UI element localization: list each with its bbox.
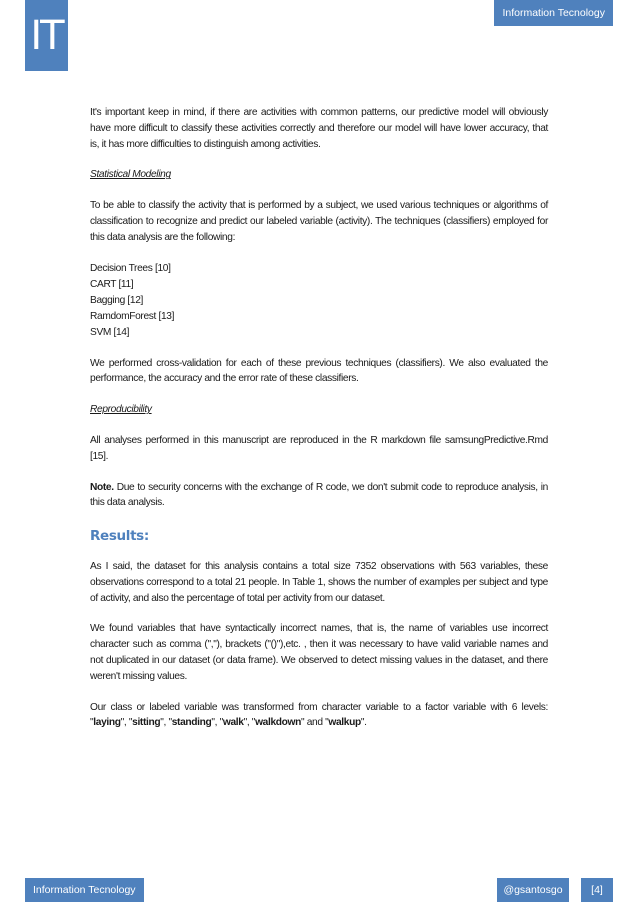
paragraph: As I said, the dataset for this analysis contains a total size 7352 observations with 563 variables, these observations correspond to a total 21 people. In Table 1, shows the number of examples per subject and type of activity, and also the percentage of total per activity from our dataset. [90,560,548,604]
level-name: standing [171,717,212,729]
paragraph: To be able to classify the activity that is performed by a subject, we used various techniques or algorithms of classification to recognize and predict our labeled variable (activity). The techniques (classifiers) employed for this data analysis are the following: [90,200,548,243]
footer-handle: @gsantosgo [497,878,569,902]
list-item: SVM [14] [90,326,130,338]
note-paragraph [90,480,548,512]
logo: IT [25,0,68,71]
list-item: Decision Trees [10] [90,262,171,274]
section-heading: Statistical Modeling [90,169,171,181]
section-heading: Reproducibility [90,404,152,416]
paragraph: It's important keep in mind, if there are activities with common patterns, our predictive model will obviously have more difficult to classify these activities correctly and therefore our model will have lower accuracy, that is, it has more difficulties to distinguish among activities. [90,107,548,150]
note-label: Note. [90,481,114,493]
techniques-list [90,261,548,341]
level-name: walkup [328,717,361,729]
level-name: sitting [132,717,161,729]
footer-label: Information Tecnology [25,878,144,902]
page-number: [4] [581,878,613,902]
paragraph: All analyses performed in this manuscript are reproduced in the R markdown file samsungPredictive.Rmd [15]. [90,434,548,462]
list-item: Bagging [12] [90,294,144,306]
results-heading: Results: [90,528,149,545]
levels-intro: Our class or labeled variable was transformed from character variable to a factor variable with 6 levels: " [90,701,548,729]
level-name: walk [222,717,244,729]
level-name: laying [93,717,121,729]
paragraph: We performed cross-validation for each of these previous techniques (classifiers). We also evaluated the performance, the accuracy and the error rate of these classifiers. [90,357,548,385]
document-body [90,105,548,746]
list-item: RamdomForest [13] [90,310,175,322]
note-text: Due to security concerns with the exchange of R code, we don't submit code to reproduce analysis, in this data analysis. [90,481,548,509]
header-tag: Information Tecnology [494,0,613,26]
paragraph: Our class or labeled variable was transformed from character variable to a factor variable with 6 levels: "laying", "sitting", "standing", "walk", "walkdown" and "walkup". [90,701,548,729]
paragraph: We found variables that have syntactically incorrect names, that is, the name of variables use incorrect character such as comma (","), brackets ("()"),etc. , then it was necessary to have valid variable names and not duplicated in our dataset (or data frame). We observed to detect missing values in the dataset, and there weren't missing values. [90,623,548,682]
level-name: walkdown [255,717,301,729]
list-item: CART [11] [90,278,134,290]
